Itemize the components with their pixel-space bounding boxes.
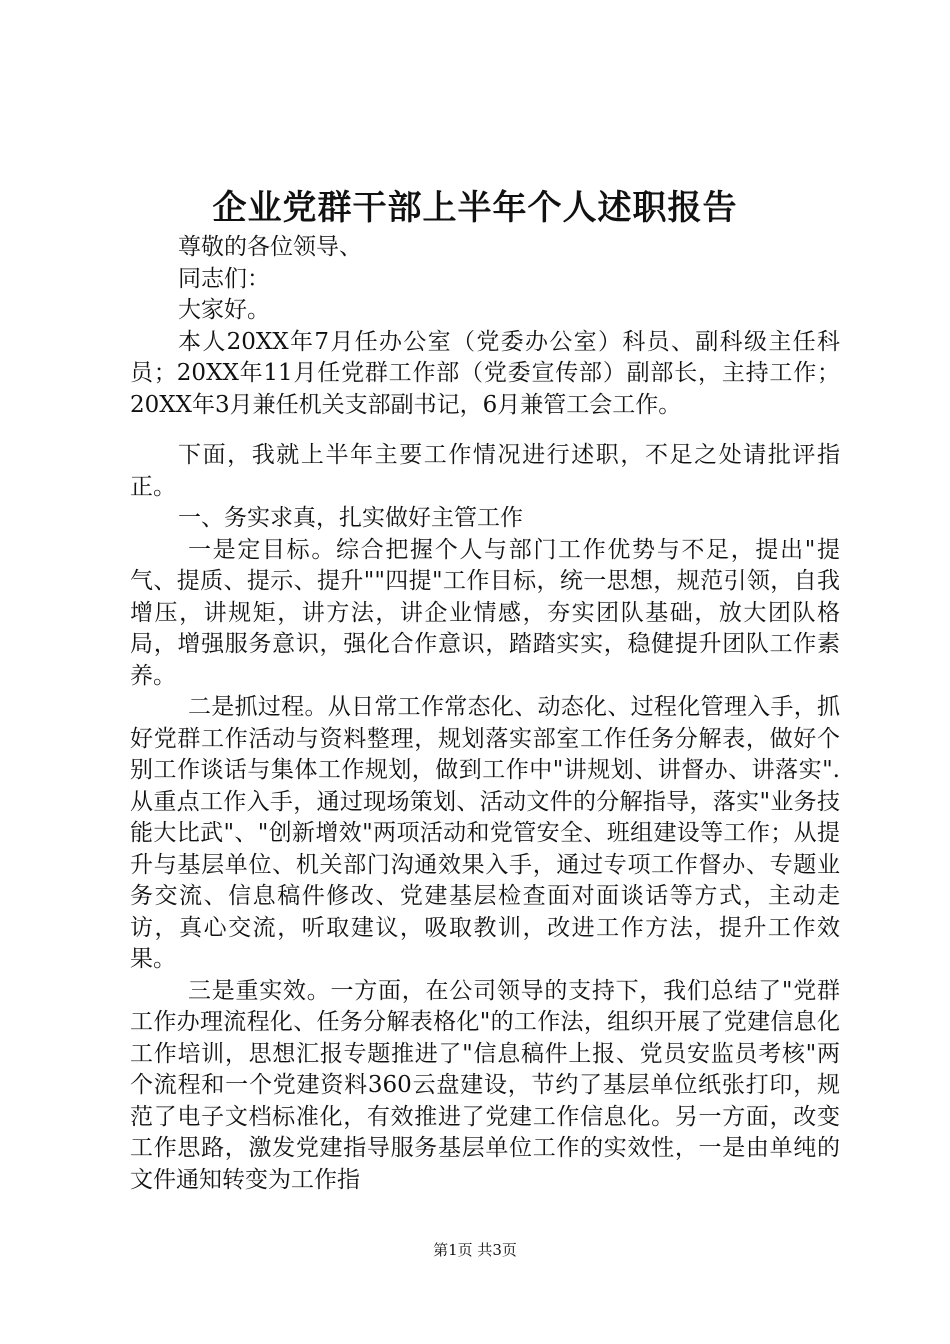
paragraph-item-1: 一是定目标。综合把握个人与部门工作优势与不足，提出"提气、提质、提示、提升""四提"工作目标，统一思想，规范引领，自我增压，讲规矩，讲方法，讲企业情感，夯实团队基础，放大团队格局，增强服务意识，强化合作意识，踏踏实实，稳健提升团队工作素养。 xyxy=(130,536,840,689)
document-body xyxy=(130,232,840,1196)
document-title: 企业党群干部上半年个人述职报告 xyxy=(212,188,738,228)
paragraph-preface: 下面，我就上半年主要工作情况进行述职，不足之处请批评指正。 xyxy=(130,442,840,500)
salutation-line: 尊敬的各位领导、 xyxy=(178,234,362,260)
paragraph-intro: 本人20XX年7月任办公室（党委办公室）科员、副科级主任科员；20XX年11月任党群工作部（党委宣传部）副部长，主持工作；20XX年3月兼任机关支部副书记，6月兼管工会工作。 xyxy=(130,328,840,418)
paragraph-item-3: 三是重实效。一方面，在公司领导的支持下，我们总结了"党群工作办理流程化、任务分解表格化"的工作法，组织开展了党建信息化工作培训，思想汇报专题推进了"信息稿件上报、党员安监员考核"两个流程和一个党建资料360云盘建设，节约了基层单位纸张打印，规范了电子文档标准化，有效推进了党建工作信息化。另一方面，改变工作思路，激发党建指导服务基层单位工作的实效性，一是由单纯的文件通知转变为工作指 xyxy=(130,977,840,1193)
salutation-line: 同志们： xyxy=(178,265,270,292)
paragraph-item-2: 二是抓过程。从日常工作常态化、动态化、过程化管理入手，抓好党群工作活动与资料整理，规划落实部室工作任务分解表，做好个别工作谈话与集体工作规划，做到工作中"讲规划、讲督办、讲落实".从重点工作入手，通过现场策划、活动文件的分解指导，落实"业务技能大比武"、"创新增效"两项活动和党管安全、班组建设等工作；从提升与基层单位、机关部门沟通效果入手，通过专项工作督办、专题业务交流、信息稿件修改、党建基层检查面对面谈话等方式，主动走访，真心交流，听取建议，吸取教训，改进工作方法，提升工作效果。 xyxy=(130,694,840,972)
greeting-line: 大家好。 xyxy=(178,297,270,323)
section-heading: 一、务实求真，扎实做好主管工作 xyxy=(178,505,523,531)
page-footer: 第1页 共3页 xyxy=(433,1241,517,1259)
